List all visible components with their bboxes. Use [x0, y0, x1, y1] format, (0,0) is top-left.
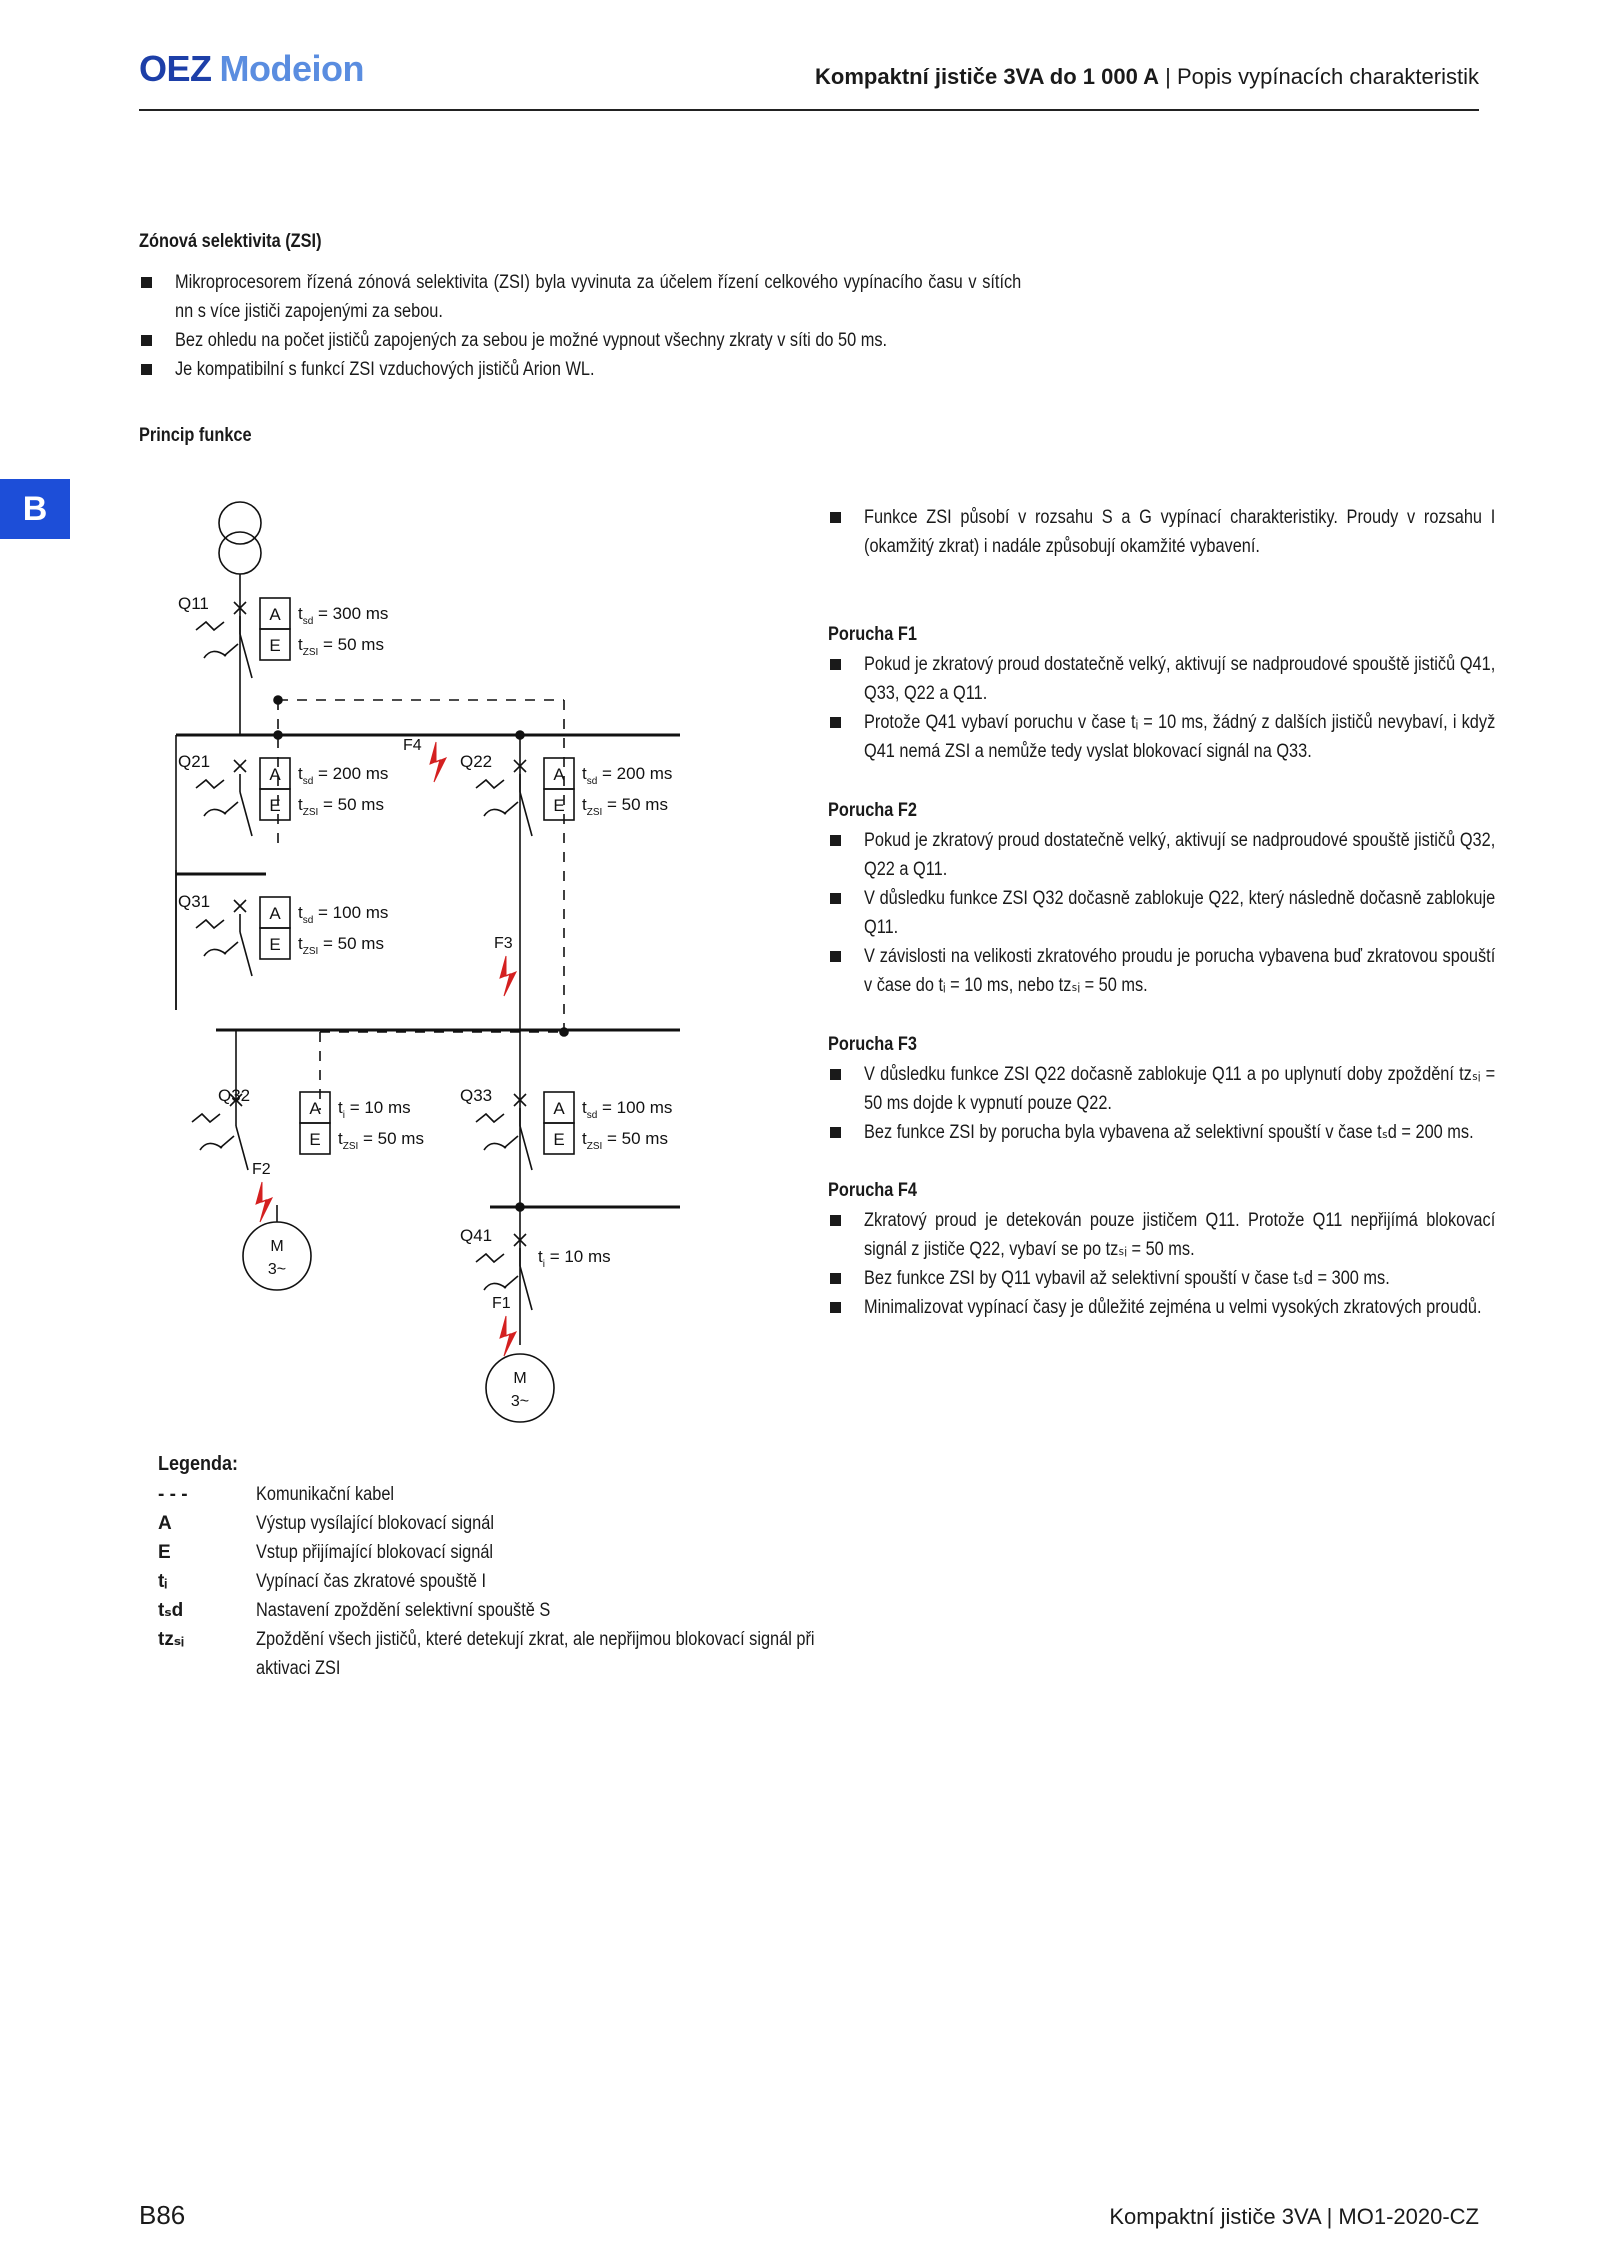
- breaker-q32: [218, 1086, 424, 1154]
- list-item: Bez funkce ZSI by Q11 vybavil až selektivní spouští v čase tₛd = 300 ms.: [828, 1264, 1598, 1293]
- principle-title: Princip funkce: [139, 425, 252, 446]
- zsi-bullet-list: [139, 268, 1159, 384]
- svg-text:M: M: [270, 1238, 284, 1255]
- svg-text:F2: F2: [252, 1161, 271, 1178]
- list-item: V důsledku funkce ZSI Q32 dočasně zablokuje Q22, který následně dočasně zablokuje Q11.: [828, 884, 1598, 942]
- oez-modeion-logo: [139, 48, 364, 90]
- breaker-q41: [460, 1226, 611, 1270]
- legend-row: - - - Komunikační kabel: [158, 1484, 395, 1505]
- breaker-label: Q31: [178, 892, 211, 911]
- header-title-bold: Kompaktní jističe 3VA do 1 000 A: [815, 64, 1160, 89]
- a-parameter: $t_{sd} = 300$ ms: [298, 604, 389, 627]
- box-e-label: E: [269, 796, 281, 815]
- legend-row: tᴢₛᵢ Zpoždění všech jističů, které detekují zkrat, ale nepřijmou blokovací signál při aktivaci ZSI: [158, 1629, 815, 1679]
- box-a-label: A: [269, 904, 281, 923]
- breaker-label: Q11: [178, 594, 209, 613]
- e-parameter: $t_{ZSI} = 50$ ms: [298, 795, 384, 818]
- page-number: B86: [139, 2200, 186, 2230]
- fault-f4-list: [828, 1206, 1598, 1322]
- legend-row: A Výstup vysílající blokovací signál: [158, 1513, 494, 1534]
- list-item: V důsledku funkce ZSI Q22 dočasně zablokuje Q11 a po uplynutí doby zpoždění tᴢₛᵢ = 50 ms dojde k vypnutí pouze Q22.: [828, 1060, 1598, 1118]
- a-parameter: $t_{sd} = 100$ ms: [582, 1098, 673, 1121]
- box-a-label: A: [309, 1099, 321, 1118]
- section-title: Zónová selektivita (ZSI): [139, 231, 322, 252]
- fault-f3-list: [828, 1060, 1598, 1147]
- box-e-label: E: [269, 935, 281, 954]
- box-a-label: A: [553, 765, 565, 784]
- fault-f1-list: [828, 650, 1598, 766]
- fault-marker-f4: [403, 737, 446, 782]
- breaker-label: Q21: [178, 752, 211, 771]
- e-parameter: $t_{ZSI} = 50$ ms: [298, 934, 384, 957]
- e-parameter: $t_{ZSI} = 50$ ms: [582, 795, 668, 818]
- switch-q22: [476, 760, 532, 836]
- svg-text:F1: F1: [492, 1295, 511, 1312]
- legend-title: Legenda:: [158, 1453, 239, 1475]
- list-item: Je kompatibilní s funkcí ZSI vzduchových jističů Arion WL.: [139, 355, 1159, 384]
- legend-row: tᵢ Vypínací čas zkratové spouště I: [158, 1571, 487, 1592]
- breaker-switches: [192, 602, 532, 1310]
- fault-f3-title: Porucha F3: [828, 1034, 917, 1055]
- list-item: Pokud je zkratový proud dostatečně velký, aktivují se nadproudové spouště jističů Q32, Q22 a Q11.: [828, 826, 1598, 884]
- e-parameter: $t_{ZSI} = 50$ ms: [338, 1129, 424, 1152]
- motor-q32: [243, 1222, 311, 1290]
- fault-f1-title: Porucha F1: [828, 624, 917, 645]
- svg-text:M: M: [513, 1370, 527, 1387]
- box-e-label: E: [553, 1130, 565, 1149]
- legend-row: tₛd Nastavení zpoždění selektivní spouště S: [158, 1600, 551, 1621]
- zsi-circuit-diagram: [160, 490, 720, 1430]
- fault-marker-f3: [494, 935, 516, 996]
- breaker-label: Q32: [218, 1086, 251, 1105]
- list-item: Bez ohledu na počet jističů zapojených za sebou je možné vypnout všechny zkraty v síti do 50 ms.: [139, 326, 1159, 355]
- switch-q21: [196, 760, 252, 836]
- header-title-rest: Popis vypínacích charakteristik: [1176, 64, 1479, 89]
- legend: [158, 1453, 916, 1683]
- box-a-label: A: [269, 765, 281, 784]
- fault-marker-f1: [492, 1295, 516, 1356]
- box-a-label: A: [269, 605, 281, 624]
- page-header-title: [815, 64, 1479, 90]
- switch-q32: [192, 1094, 248, 1170]
- logo-name: Modeion: [219, 48, 364, 89]
- intro-bullet-list: [828, 503, 1598, 561]
- chapter-tab: B: [0, 479, 70, 539]
- breaker-label: Q41: [460, 1226, 493, 1245]
- logo-brand: OEZ: [139, 48, 212, 89]
- legend-row: E Vstup přijímající blokovací signál: [158, 1542, 494, 1563]
- fault-marker-f2: [252, 1161, 272, 1222]
- fault-f4-title: Porucha F4: [828, 1180, 917, 1201]
- switch-q31: [196, 900, 252, 976]
- motor-q41: [486, 1354, 554, 1422]
- svg-text:F4: F4: [403, 737, 422, 754]
- a-parameter: $t_{sd} = 200$ ms: [582, 764, 673, 787]
- switch-q33: [476, 1094, 532, 1170]
- fault-markers: [252, 737, 516, 1356]
- switch-q11: [196, 602, 252, 678]
- e-parameter: $t_{ZSI} = 50$ ms: [582, 1129, 668, 1152]
- list-item: V závislosti na velikosti zkratového proudu je porucha vybavena buď zkratovou spouští v čase do tᵢ = 10 ms, nebo tᴢₛᵢ = 50 ms.: [828, 942, 1598, 1000]
- footer-reference: Kompaktní jističe 3VA | MO1-2020-CZ: [1109, 2204, 1479, 2229]
- svg-text:3~: 3~: [267, 1261, 287, 1278]
- a-parameter: $t_i = 10$ ms: [538, 1247, 611, 1270]
- a-parameter: $t_{sd} = 100$ ms: [298, 903, 389, 926]
- a-parameter: $t_i = 10$ ms: [338, 1098, 411, 1121]
- list-item: Minimalizovat vypínací časy je důležité zejména u velmi vysokých zkratových proudů.: [828, 1293, 1598, 1322]
- transformer-symbol: [219, 502, 261, 600]
- box-e-label: E: [553, 796, 565, 815]
- header-title-separator: |: [1159, 64, 1177, 89]
- list-item: Zkratový proud je detekován pouze jističem Q11. Protože Q11 nepřijímá blokovací signál z jističe Q22, vybaví se po tᴢₛᵢ = 50 ms.: [828, 1206, 1598, 1264]
- list-item: Pokud je zkratový proud dostatečně velký, aktivují se nadproudové spouště jističů Q41, Q33, Q22 a Q11.: [828, 650, 1598, 708]
- box-e-label: E: [269, 636, 281, 655]
- list-item: Protože Q41 vybaví poruchu v čase tᵢ = 10 ms, žádný z dalších jističů nevybaví, i když Q41 nemá ZSI a nemůže tedy vyslat blokovací signál na Q33.: [828, 708, 1598, 766]
- breaker-q11: [178, 594, 388, 660]
- breaker-label: Q33: [460, 1086, 493, 1105]
- list-item: Mikroprocesorem řízená zónová selektivita (ZSI) byla vyvinuta za účelem řízení celkového vypínacího času v sítích nn s více jističi zapojenými za sebou.: [139, 268, 1159, 326]
- a-parameter: $t_{sd} = 200$ ms: [298, 764, 389, 787]
- fault-f2-list: [828, 826, 1598, 1000]
- header-divider: [139, 109, 1479, 111]
- fault-f2-title: Porucha F2: [828, 800, 917, 821]
- svg-text:3~: 3~: [510, 1393, 530, 1410]
- box-e-label: E: [309, 1130, 321, 1149]
- breaker-q31: [178, 892, 388, 959]
- list-item: Funkce ZSI působí v rozsahu S a G vypínací charakteristiky. Proudy v rozsahu I (okamžitý zkrat) i nadále způsobují okamžité vybavení.: [828, 503, 1598, 561]
- box-a-label: A: [553, 1099, 565, 1118]
- breaker-label: Q22: [460, 752, 493, 771]
- svg-text:F3: F3: [494, 935, 513, 952]
- list-item: Bez funkce ZSI by porucha byla vybavena až selektivní spouští v čase tₛd = 200 ms.: [828, 1118, 1598, 1147]
- e-parameter: $t_{ZSI} = 50$ ms: [298, 635, 384, 658]
